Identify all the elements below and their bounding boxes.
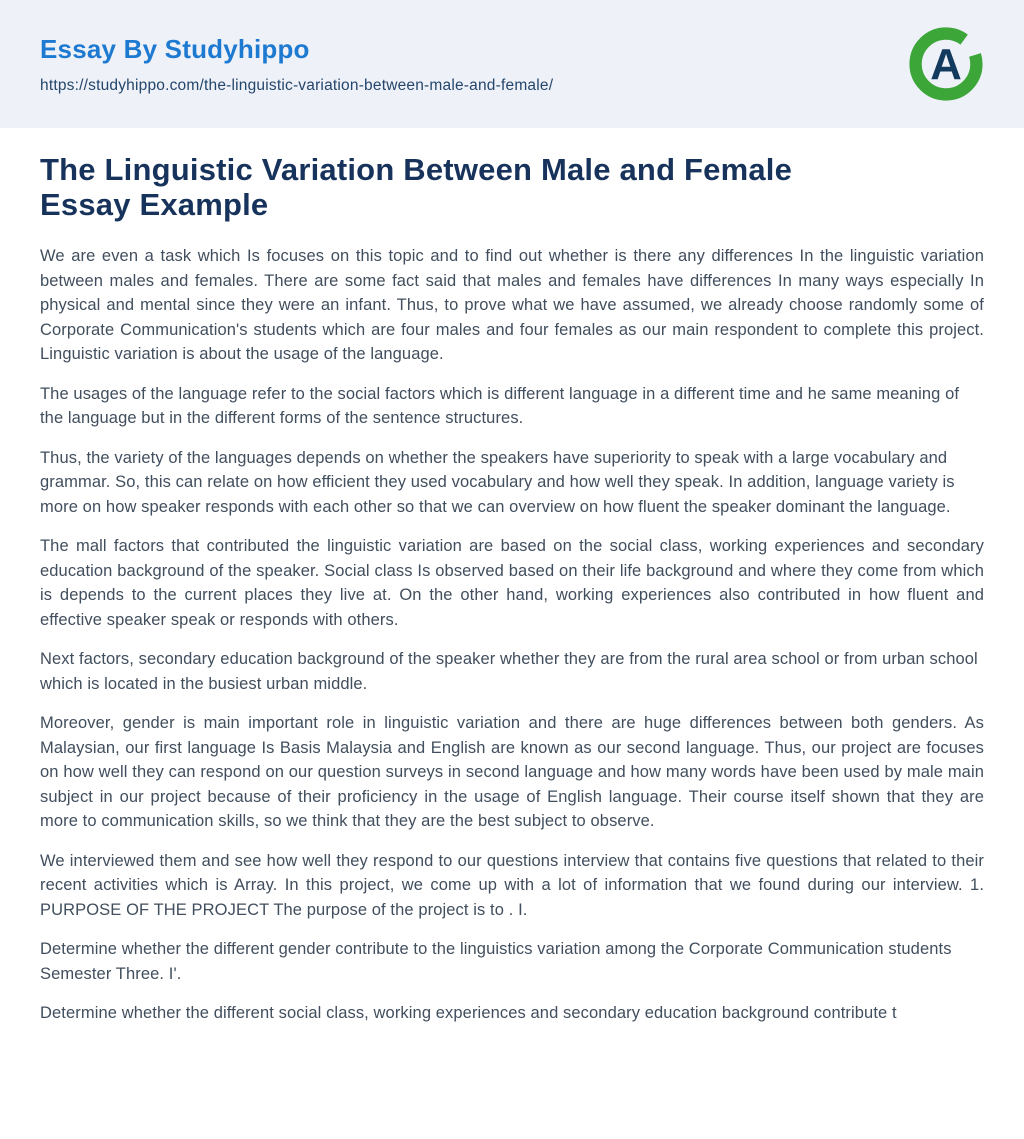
essay-paragraph: Determine whether the different social class, working experiences and secondary education background contribute t (40, 1004, 897, 1022)
essay-paragraph: Determine whether the different gender contribute to the linguistics variation among the Corporate Communication students Semester Three. I'. (40, 940, 952, 983)
essay-paragraphs (40, 244, 984, 1026)
logo-ring-icon (908, 26, 984, 102)
essay-paragraph: The mall factors that contributed the linguistic variation are based on the social class, working experiences and secondary education background of the speaker. Social class Is observed based on their life background and where they come from which is depends to the current places they live at. On the other hand, working experiences also contributed in how fluent and effective speaker speak or responds with others. (40, 537, 984, 629)
essay-url-link[interactable]: https://studyhippo.com/the-linguistic-variation-between-male-and-female/ (40, 76, 554, 94)
logo-letter: A (930, 40, 962, 90)
essay-paragraph: The usages of the language refer to the social factors which is different language in a different time and he same meaning of the language but in the different forms of the sentence structures. (40, 384, 960, 427)
essay-content (0, 128, 1024, 1026)
essay-paragraph: We are even a task which Is focuses on this topic and to find out whether is there any differences In the linguistic variation between males and females. There are some fact said that males and females have differences In many ways especially In physical and mental since they were an infant. Thus, to prove what we have assumed, we already choose randomly some of Corporate Communication's students which are four males and four females as our main respondent to complete this project. Linguistic variation is about the usage of the language. (40, 247, 984, 363)
essay-paragraph: Moreover, gender is main important role in linguistic variation and there are huge differences between both genders. As Malaysian, our first language Is Basis Malaysia and English are known as our second language. Thus, our project are focuses on how well they can respond on our question surveys in second language and how many words have been used by male main subject in our project because of their proficiency in the usage of English language. Their course itself shown that they are more to communication skills, so we think that they are the best subject to observe. (40, 714, 984, 830)
essay-paragraph: Thus, the variety of the languages depends on whether the speakers have superiority to speak with a large vocabulary and grammar. So, this can relate on how efficient they used vocabulary and how well they speak. In addition, language variety is more on how speaker responds with each other so that we can overview on how fluent the speaker dominant the language. (40, 448, 955, 516)
site-header (0, 0, 1024, 128)
site-label: Essay By Studyhippo (40, 33, 310, 64)
essay-paragraph: We interviewed them and see how well they respond to our questions interview that contains five questions that related to their recent activities which is Array. In this project, we come up with a lot of information that we found during our interview. 1. PURPOSE OF THE PROJECT The purpose of the project is to . I. (40, 851, 984, 919)
header-text-block (40, 34, 553, 95)
essay-title: The Linguistic Variation Between Male and Female Essay Example (40, 152, 793, 222)
essay-paragraph: Next factors, secondary education background of the speaker whether they are from the rural area school or from urban school which is located in the busiest urban middle. (40, 650, 978, 693)
studyhippo-logo (908, 26, 984, 102)
